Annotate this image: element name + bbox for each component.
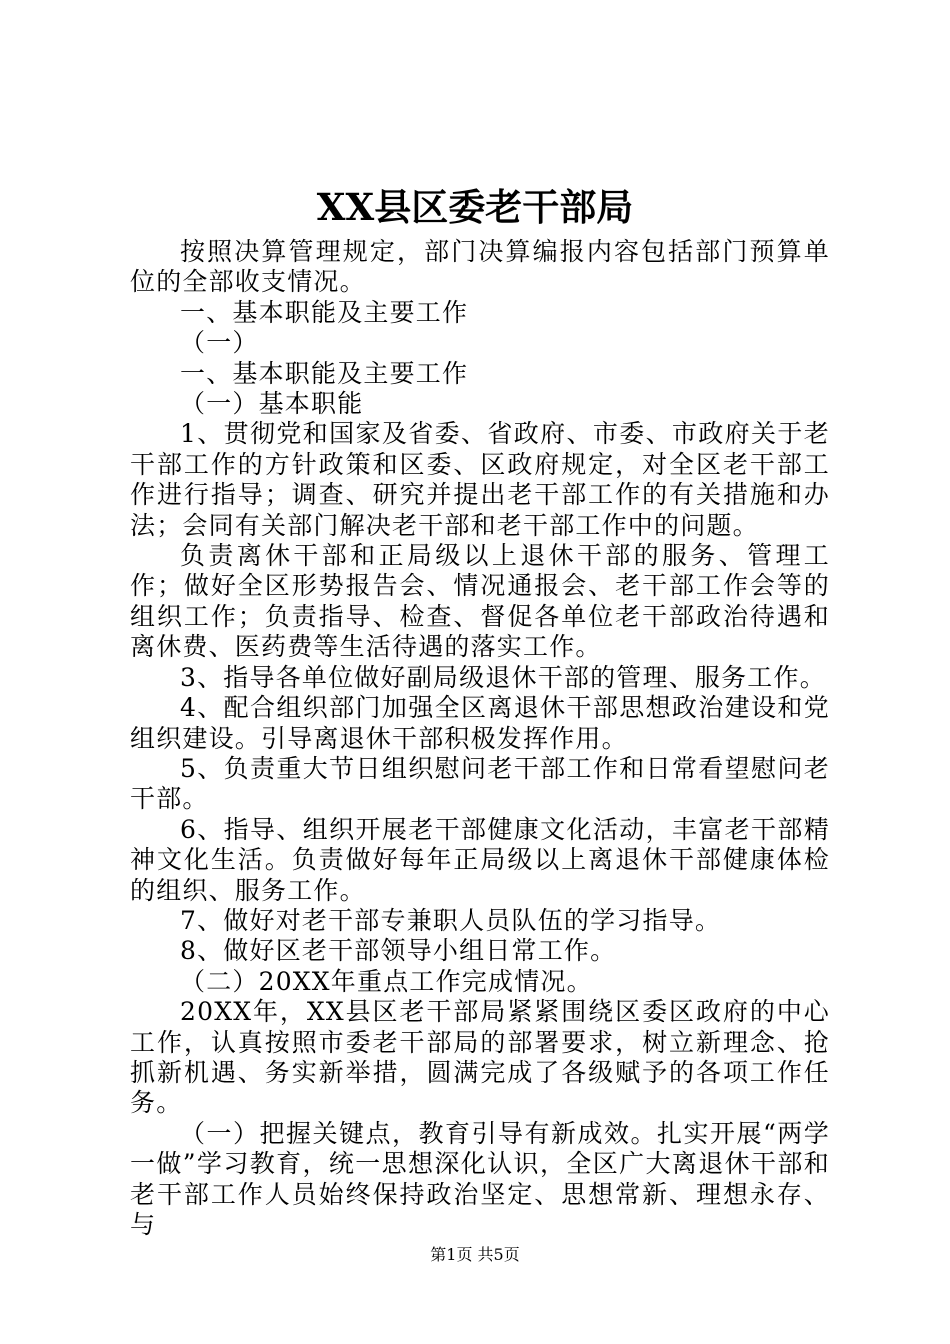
paragraph: （一） [180, 328, 259, 358]
paragraph: 20XX年，XX县区老干部局紧紧围绕区委区政府的中心工作，认真按照市委老干部局的部署要求，树立新理念、抢抓新机遇、务实新举措，圆满完成了各级赋予的各项工作任务。 [130, 997, 830, 1118]
paragraph: （一）基本职能 [180, 389, 364, 419]
paragraph: 6、指导、组织开展老干部健康文化活动，丰富老干部精神文化生活。负责做好每年正局级以上离退休干部健康体检的组织、服务工作。 [130, 814, 830, 905]
paragraph: 1、贯彻党和国家及省委、省政府、市委、市政府关于老干部工作的方针政策和区委、区政府规定，对全区老干部工作进行指导；调查、研究并提出老干部工作的有关措施和办法；会同有关部门解决老干部和老干部工作中的问题。 [130, 419, 830, 540]
paragraph: 负责离休干部和正局级以上退休干部的服务、管理工作；做好全区形势报告会、情况通报会、老干部工作会等的组织工作；负责指导、检查、督促各单位老干部政治待遇和离休费、医药费等生活待遇的落实工作。 [130, 541, 830, 662]
paragraph: 7、做好对老干部专兼职人员队伍的学习指导。 [180, 905, 722, 935]
paragraph: （一）把握关键点，教育引导有新成效。扎实开展“两学一做”学习教育，统一思想深化认识，全区广大离退休干部和老干部工作人员始终保持政治坚定、思想常新、理想永存、与 [130, 1118, 830, 1239]
document-body [130, 237, 830, 1240]
paragraph: 4、配合组织部门加强全区离退休干部思想政治建设和党组织建设。引导离退休干部积极发挥作用。 [130, 693, 830, 753]
paragraph: 5、负责重大节日组织慰问老干部工作和日常看望慰问老干部。 [130, 753, 830, 814]
paragraph: 按照决算管理规定，部门决算编报内容包括部门预算单位的全部收支情况。 [130, 237, 830, 297]
paragraph: 一、基本职能及主要工作 [180, 358, 469, 388]
page-footer: 第1页 共5页 [430, 1245, 520, 1264]
paragraph: 3、指导各单位做好副局级退休干部的管理、服务工作。 [180, 662, 826, 692]
paragraph: 8、做好区老干部领导小组日常工作。 [180, 936, 617, 966]
paragraph: 一、基本职能及主要工作 [180, 297, 469, 327]
document-title: XX县区委老干部局 [316, 185, 634, 229]
paragraph: （二）20XX年重点工作完成情况。 [180, 966, 593, 996]
